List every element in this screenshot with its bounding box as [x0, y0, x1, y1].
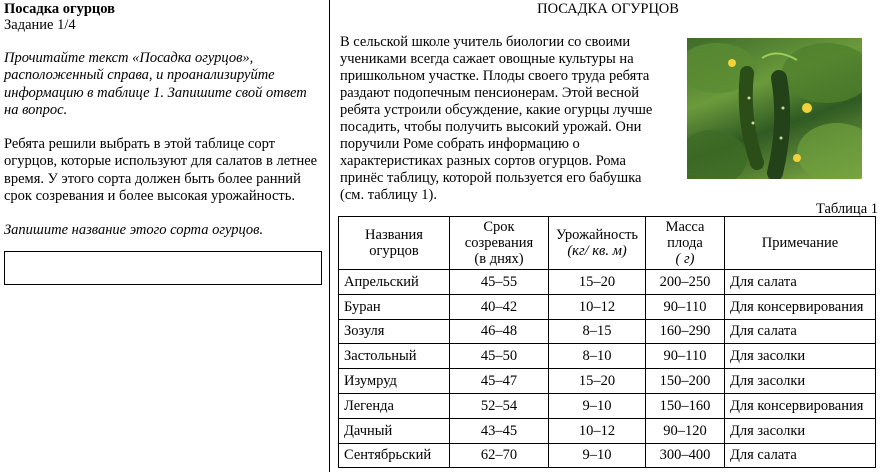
table-row: Зозуля 46–48 8–15 160–290 Для салата [339, 319, 876, 344]
task-panel [0, 0, 330, 472]
task-question: Запишите название этого сорта огурцов. [4, 222, 264, 239]
task-number: Задание 1/4 [4, 17, 76, 33]
table-header-row [339, 217, 876, 270]
table-row: Апрельский 45–55 15–20 200–250 Для салата [339, 270, 876, 295]
table-row: Буран 40–42 10–12 90–110 Для консервирования [339, 294, 876, 319]
table-row: Застольный 45–50 8–10 90–110 Для засолки [339, 344, 876, 369]
header-yield: Урожайность (кг/ кв. м) [549, 217, 646, 270]
task-title: Посадка огурцов [4, 1, 115, 17]
table-row: Изумруд 45–47 15–20 150–200 Для засолки [339, 369, 876, 394]
text-panel [338, 0, 878, 472]
table-row: Сентябрьский 62–70 9–10 300–400 Для салата [339, 443, 876, 468]
header-name: Названия огурцов [339, 217, 450, 270]
table-row: Легенда 52–54 9–10 150–160 Для консервирования [339, 393, 876, 418]
table-caption: Таблица 1 [815, 201, 878, 217]
text-title: ПОСАДКА ОГУРЦОВ [537, 1, 679, 17]
answer-input-box[interactable] [4, 251, 322, 285]
header-note: Примечание [725, 217, 876, 270]
story-text: В сельской школе учитель биологии со своими учениками всегда сажает овощные культуры на пришкольном участке. Плоды своего труда ребята раздают подопечным пенсионерам. Этой весной ребята устроили обсуждение, какие огурцы лучше посадить, чтобы получить высокий урожай. Они поручили Роме собрать информацию о характеристиках разных сортов огурцов. Рома принёс таблицу, которой пользуется его бабушка (см. таблицу 1). [340, 34, 653, 203]
task-condition: Ребята решили выбрать в этой таблице сорт огурцов, которые используют для салатов в летнее время. У этого сорта должен быть более ранний срок созревания и более высокая урожайность. [4, 136, 318, 205]
cucumber-photo [687, 38, 862, 179]
header-term: Срок созревания (в днях) [450, 217, 549, 270]
task-instruction: Прочитайте текст «Посадка огурцов», расположенный справа, и проанализируйте информацию в таблице 1. Запишите свой ответ на вопрос. [4, 50, 307, 118]
header-mass: Масса плода ( г) [646, 217, 725, 270]
cucumber-table [338, 216, 876, 468]
table-row: Дачный 43–45 10–12 90–120 Для засолки [339, 418, 876, 443]
